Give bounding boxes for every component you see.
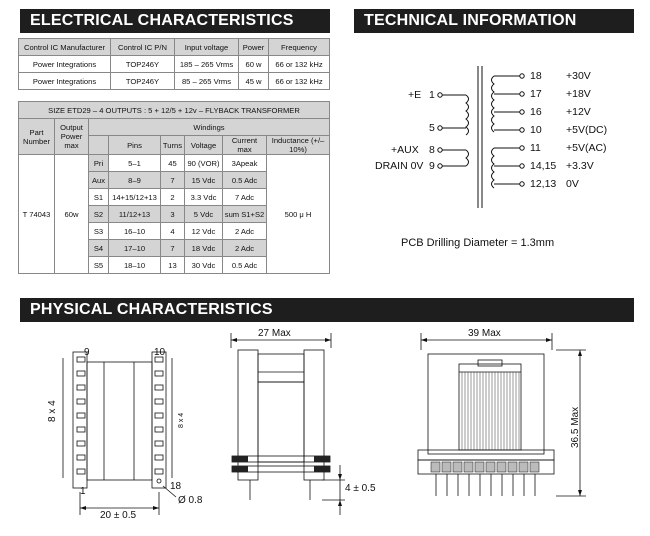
table-cell: 8–9 [109, 172, 161, 189]
schematic-pin: 18 [530, 70, 542, 82]
technical-information-header: TECHNICAL INFORMATION [354, 9, 634, 33]
winding-name: Aux [89, 172, 109, 189]
winding-name: S4 [89, 240, 109, 257]
table-cell: 15 Vdc [185, 172, 223, 189]
pin-18-label: 18 [170, 481, 182, 492]
schematic-pin: 8 [429, 144, 435, 156]
schematic-pin: 9 [429, 160, 435, 172]
table-cell: 0.5 Adc [223, 172, 267, 189]
side-width-label: 27 Max [258, 328, 291, 339]
table-cell: 14+15/12+13 [109, 189, 161, 206]
table-cell: 18 Vdc [185, 240, 223, 257]
schematic-pin: 1 [429, 89, 435, 101]
schematic-label: +5V(DC) [566, 124, 608, 136]
column-header: Turns [161, 136, 185, 155]
pin-1-label: 1 [80, 486, 86, 497]
schematic-label: +12V [566, 106, 591, 118]
table-cell: Power Integrations [19, 56, 111, 73]
table-cell: 11/12+13 [109, 206, 161, 223]
schematic-pin: 17 [530, 88, 542, 100]
table-cell: 66 or 132 kHz [269, 56, 330, 73]
schematic-pin: 11 [530, 142, 541, 154]
table-cell: 7 Adc [223, 189, 267, 206]
front-width-label: 39 Max [468, 328, 501, 339]
schematic-pin: 12,13 [530, 178, 557, 190]
table-cell: 7 [161, 172, 185, 189]
table-cell: 90 (VOR) [185, 155, 223, 172]
schematic-label: +18V [566, 88, 591, 100]
table-cell: 60 w [239, 56, 269, 73]
table-cell: 2 Adc [223, 240, 267, 257]
table-cell: Power Integrations [19, 73, 111, 90]
winding-name: Pri [89, 155, 109, 172]
table-cell: 17–10 [109, 240, 161, 257]
table-cell: 16–10 [109, 223, 161, 240]
table-cell: sum S1+S2 [223, 206, 267, 223]
column-header: Current max [223, 136, 267, 155]
inductance-cell: 500 μ H [267, 155, 330, 274]
table-cell: 30 Vdc [185, 257, 223, 274]
table-cell: 2 Adc [223, 223, 267, 240]
table-cell: 5–1 [109, 155, 161, 172]
winding-name: S3 [89, 223, 109, 240]
column-header: Frequency [269, 39, 330, 56]
table-cell: 0.5 Adc [223, 257, 267, 274]
physical-characteristics-header: PHYSICAL CHARACTERISTICS [20, 298, 634, 322]
schematic-label: +3.3V [566, 160, 594, 172]
windings-header: Windings [89, 119, 330, 136]
table-cell: TOP246Y [111, 56, 175, 73]
table-cell: 13 [161, 257, 185, 274]
table-cell: 185 – 265 Vrms [175, 56, 239, 73]
pitch-right-label: 8 x 4 [178, 412, 185, 428]
table-cell: 18–10 [109, 257, 161, 274]
winding-name: S5 [89, 257, 109, 274]
schematic-label: +E [408, 89, 422, 101]
column-header: Pins [109, 136, 161, 155]
drilling-note: PCB Drilling Diameter = 1.3mm [401, 237, 555, 249]
table-cell: 3 [161, 206, 185, 223]
schematic-label: +5V(AC) [566, 142, 607, 154]
schematic-label: DRAIN 0V [375, 160, 424, 172]
column-header: Power [239, 39, 269, 56]
electrical-characteristics-header: ELECTRICAL CHARACTERISTICS [20, 9, 330, 33]
winding-name: S2 [89, 206, 109, 223]
schematic-pin: 5 [429, 122, 435, 134]
table-cell: 5 Vdc [185, 206, 223, 223]
column-header: Voltage [185, 136, 223, 155]
side-view-drawing [231, 333, 345, 515]
inductance-header: Inductance (+/–10%) [267, 136, 330, 155]
output-power-cell: 60w [55, 155, 89, 274]
column-header: Control IC P/N [111, 39, 175, 56]
pin-9-label: 9 [84, 347, 90, 358]
column-header: Input voltage [175, 39, 239, 56]
width-bottom-label: 20 ± 0.5 [100, 510, 137, 521]
column-header: Control IC Manufacturer [19, 39, 111, 56]
transformer-table-title: SIZE ETD29 – 4 OUTPUTS : 5 + 12/5 + 12v – FLYBACK TRANSFORMER [19, 102, 330, 119]
part-number-cell: T 74043 [19, 155, 55, 274]
pitch-left-label: 8 x 4 [47, 400, 58, 422]
table-cell: 45 w [239, 73, 269, 90]
table-cell: 45 [161, 155, 185, 172]
schematic-pin: 16 [530, 106, 542, 118]
pin-10-label: 10 [154, 347, 166, 358]
table-cell: 2 [161, 189, 185, 206]
part-number-header: Part Number [19, 119, 55, 155]
schematic-label: 0V [566, 178, 579, 190]
table-cell: 7 [161, 240, 185, 257]
pin-diameter-label: Ø 0.8 [178, 495, 203, 506]
winding-name: S1 [89, 189, 109, 206]
schematic-label: +30V [566, 70, 591, 82]
table-cell: 66 or 132 kHz [269, 73, 330, 90]
table-cell: 4 [161, 223, 185, 240]
table-cell: 12 Vdc [185, 223, 223, 240]
table-cell: 85 – 265 Vrms [175, 73, 239, 90]
schematic-pin: 10 [530, 124, 542, 136]
height-label: 36.5 Max [570, 406, 581, 448]
schematic-pin: 14,15 [530, 160, 557, 172]
table-cell: TOP246Y [111, 73, 175, 90]
output-power-header: Output Power max [55, 119, 89, 155]
pin-length-label: 4 ± 0.5 [345, 483, 376, 494]
table-cell: 3.3 Vdc [185, 189, 223, 206]
schematic-label: +AUX [391, 144, 419, 156]
table-cell: 3Apeak [223, 155, 267, 172]
